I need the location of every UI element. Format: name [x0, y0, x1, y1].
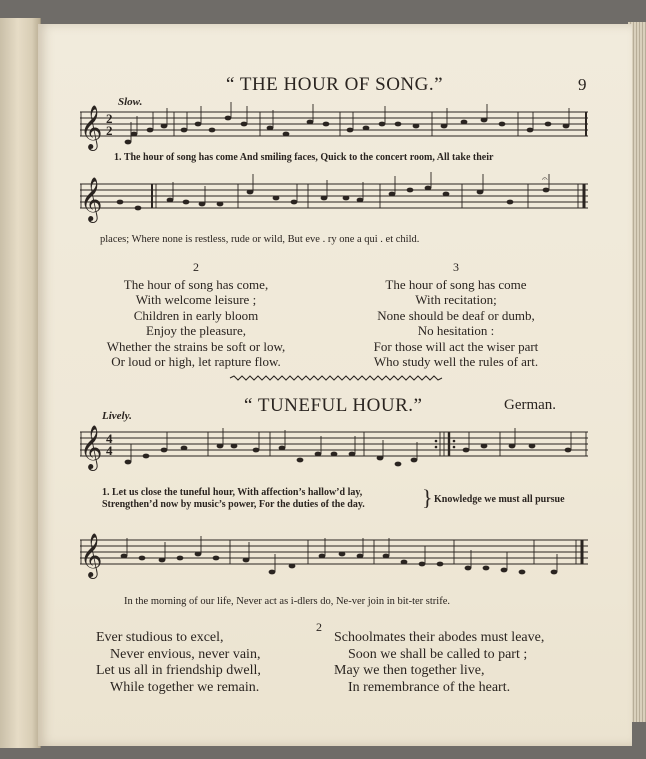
svg-text:𝄐: 𝄐: [542, 174, 548, 185]
song2-tempo: Lively.: [102, 410, 132, 422]
verse-line: Children in early bloom: [133, 307, 259, 323]
song1-verse-2-number: 2: [193, 260, 199, 274]
verse-line: May we then together live,: [334, 663, 485, 678]
verse-line: Who study well the rules of art.: [373, 354, 539, 369]
verse-line: The hour of song has come: [385, 276, 527, 292]
song2-lyrics-line-1a: 1. Let us close the tuneful hour, With affection’s hallow’d lay,: [102, 487, 363, 498]
song1-lyrics-line-2: places; Where none is restless, rude or wild, But eve . ry one a qui . et child.: [100, 234, 420, 245]
verse-line: Ever studious to excel,: [96, 630, 224, 645]
verse-line: None should be deaf or dumb,: [377, 307, 535, 323]
song2-verse-left: [96, 630, 261, 696]
book-page: [38, 24, 632, 746]
song1-verse-3: [338, 260, 574, 370]
verse-line: Schoolmates their abodes must leave,: [334, 630, 545, 645]
verse-line: For those will act the wiser part: [373, 338, 539, 354]
verse-line: Soon we shall be called to part ;: [348, 646, 528, 662]
verse-line: In remembrance of the heart.: [348, 679, 511, 695]
song2-lyrics-line-2: In the morning of our life, Never act as i-dlers do, Ne-ver join in bit-ter strife.: [124, 596, 450, 607]
verse-line: Enjoy the pleasure,: [146, 323, 246, 338]
svg-text:𝄞: 𝄞: [80, 177, 103, 221]
verse-line: With welcome leisure ;: [135, 292, 257, 307]
svg-text:𝄞: 𝄞: [80, 425, 103, 469]
svg-text:4: 4: [106, 431, 113, 446]
song2-verse-right: [334, 630, 544, 696]
svg-text:𝄞: 𝄞: [80, 533, 103, 577]
verse-line: Or loud or high, let rapture flow.: [111, 354, 281, 369]
song2-staff-1: [80, 424, 592, 474]
song2-verse-number: 2: [316, 620, 322, 634]
song1-verse-3-number: 3: [453, 260, 459, 274]
svg-text:2: 2: [106, 123, 113, 138]
svg-text:2: 2: [106, 111, 113, 126]
song1-verse-2: [96, 260, 296, 370]
song1-title: “ THE HOUR OF SONG.”: [226, 74, 444, 95]
lyric-brace: }: [422, 485, 433, 510]
song2-lyrics-line-1b: Strengthen’d now by music’s power, For the duties of the day.: [102, 499, 365, 510]
page-number: 9: [578, 75, 587, 94]
song1-lyrics-line-1: 1. The hour of song has come And smiling faces, Quick to the concert room, All take their: [114, 152, 494, 163]
song2-origin: German.: [504, 397, 557, 413]
song1-staff-1: [80, 104, 592, 148]
svg-text:4: 4: [106, 443, 113, 458]
song1-staff-2: [80, 176, 592, 222]
verse-line: While together we remain.: [110, 679, 260, 695]
song2-lyrics-refrain: Knowledge we must all pursue: [434, 494, 565, 505]
verse-line: Let us all in friendship dwell,: [96, 663, 261, 678]
decorative-divider: [230, 374, 442, 382]
verse-line: Whether the strains be soft or low,: [106, 338, 286, 354]
verse-line: The hour of song has come,: [123, 276, 269, 292]
previous-page-edge: [0, 18, 41, 748]
song2-staff-2: [80, 532, 592, 584]
song2-title: “ TUNEFUL HOUR.”: [244, 395, 423, 416]
song1-tempo: Slow.: [118, 96, 143, 108]
verse-line: No hesitation :: [417, 323, 495, 338]
verse-line: With recitation;: [415, 292, 497, 307]
verse-line: Never envious, never vain,: [110, 646, 261, 662]
svg-text:𝄞: 𝄞: [80, 105, 103, 149]
